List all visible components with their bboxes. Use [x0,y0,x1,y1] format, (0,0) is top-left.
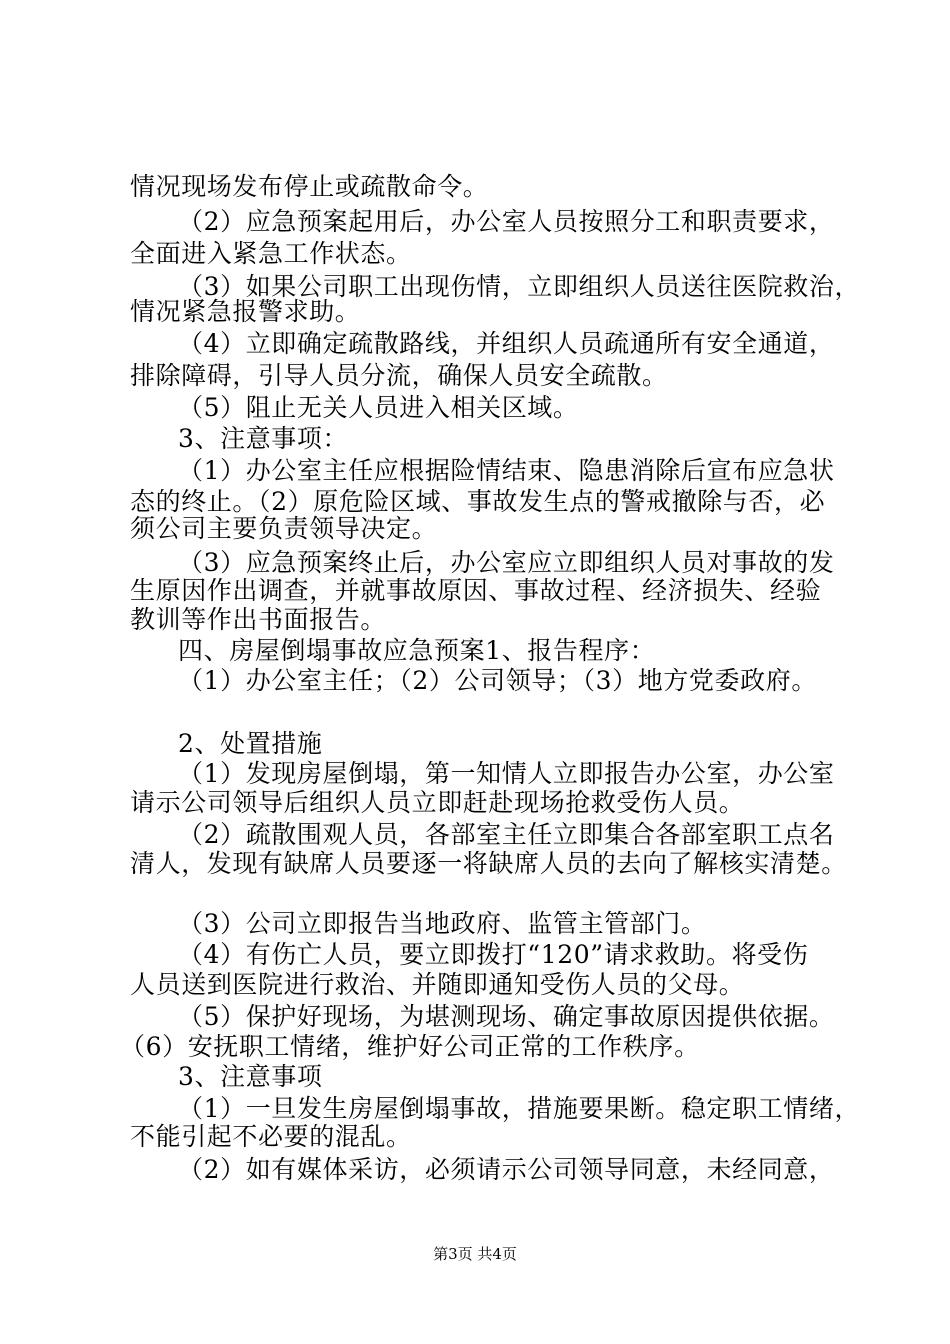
paragraph-line: （1）办公室主任应根据险情结束、隐患消除后宣布应急状 [178,456,835,485]
paragraph-line: （1）一旦发生房屋倒塌事故，措施要果断。稳定职工情绪， [178,1094,861,1123]
paragraph-line: 请示公司领导后组织人员立即赶赴现场抢救受伤人员。 [130,788,745,817]
paragraph-line: （3）应急预案终止后，办公室应立即组织人员对事故的发 [178,548,835,577]
paragraph-line: （2）如有媒体采访，必须请示公司领导同意，未经同意， [178,1155,835,1184]
page-footer: 第3页 共4页 [433,1245,517,1263]
paragraph-line: 须公司主要负责领导决定。 [130,514,438,543]
paragraph-line: （1）发现房屋倒塌，第一知情人立即报告办公室，办公室 [178,759,835,788]
paragraph-line: （4）有伤亡人员，要立即拨打“120”请求救助。将受伤 [178,940,809,969]
paragraph-line: （4）立即确定疏散路线，并组织人员疏通所有安全通道， [178,329,835,358]
paragraph-line: 情况紧急报警求助。 [130,297,361,326]
paragraph-line: （6）安抚职工情绪，维护好公司正常的工作秩序。 [120,1032,700,1061]
paragraph-line: 态的终止。（2）原危险区域、事故发生点的警戒撤除与否，必 [130,487,826,516]
paragraph-line: 排除障碍，引导人员分流，确保人员安全疏散。 [130,361,668,390]
section-heading: 3、注意事项： [178,424,349,453]
paragraph-line: （5）阻止无关人员进入相关区域。 [178,393,579,422]
paragraph-line: 生原因作出调查，并就事故原因、事故过程、经济损失、经验 [130,576,822,605]
paragraph-line: （2）应急预案起用后，办公室人员按照分工和职责要求， [178,207,835,236]
section-heading: 2、处置措施 [178,729,323,758]
paragraph-line: （5）保护好现场，为堪测现场、确定事故原因提供依据。 [178,1002,835,1031]
section-heading: 3、注意事项 [178,1062,323,1091]
paragraph-line: （2）疏散围观人员，各部室主任立即集合各部室职工点名 [178,820,835,849]
paragraph-line: 情况现场发布停止或疏散命令。 [130,172,489,201]
paragraph-line: 全面进入紧急工作状态。 [130,239,412,268]
paragraph-line: （1）办公室主任；（2）公司领导；（3）地方党委政府。 [178,666,817,695]
section-heading: 四、房屋倒塌事故应急预案1、报告程序： [178,636,656,665]
paragraph-line: 不能引起不必要的混乱。 [130,1122,412,1151]
paragraph-line: 清人，发现有缺席人员要逐一将缺席人员的去向了解核实清楚。 [130,849,847,878]
paragraph-line: （3）如果公司职工出现伤情，立即组织人员送往医院救治， [178,272,861,301]
paragraph-line: （3）公司立即报告当地政府、监管主管部门。 [178,909,707,938]
paragraph-line: 教训等作出书面报告。 [130,605,387,634]
paragraph-line: 人员送到医院进行救治、并随即通知受伤人员的父母。 [130,970,745,999]
